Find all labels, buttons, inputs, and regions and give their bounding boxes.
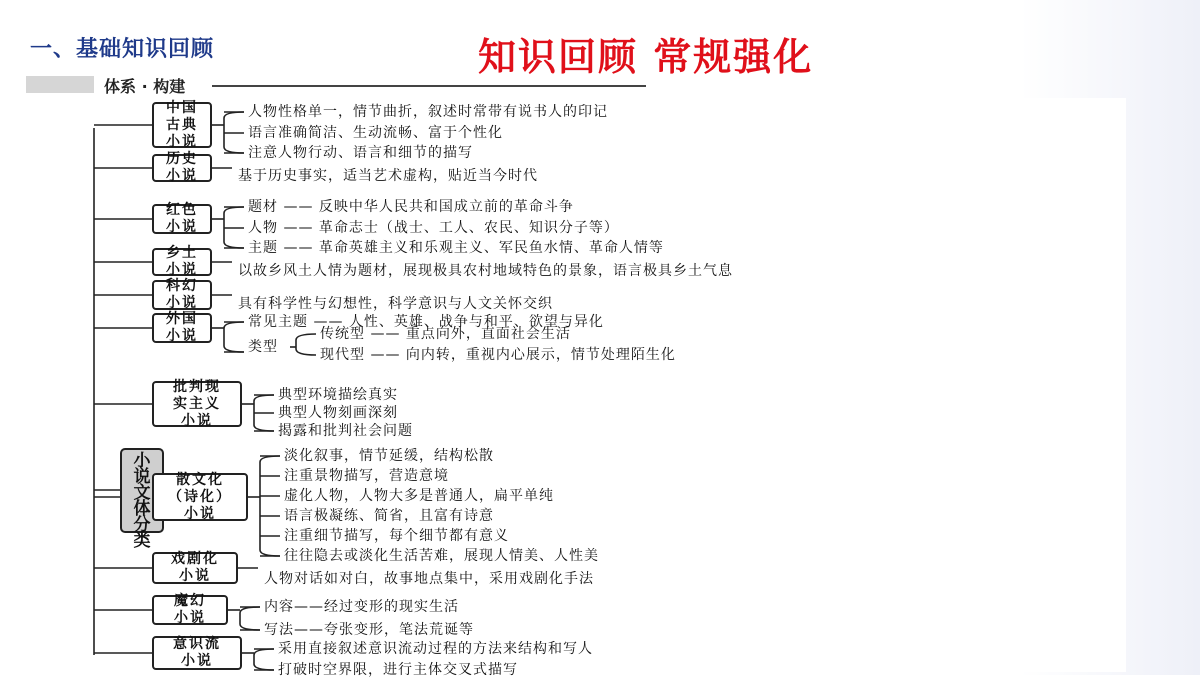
leaf-text: 注重景物描写，营造意境 [284, 468, 449, 484]
root-node: 小 说 文 体 分 类 [120, 448, 164, 533]
leaf-text: 常见主题 —— 人性、英雄、战争与和平、欲望与异化 [248, 314, 604, 330]
bracket [260, 456, 280, 556]
category-node [152, 313, 212, 343]
leaf-text: 往往隐去或淡化生活苦难，展现人情美、人性美 [284, 548, 599, 564]
leaf-text: 采用直接叙述意识流动过程的方法来结构和写人 [278, 641, 593, 657]
leaf-text: 人物性格单一，情节曲折，叙述时常带有说书人的印记 [248, 104, 608, 120]
section-title: 一、基础知识回顾 [30, 37, 215, 62]
leaf-text: 虚化人物，人物大多是普通人，扁平单纯 [284, 488, 554, 504]
leaf-text: 主题 —— 革命英雄主义和乐观主义、军民鱼水情、革命人情等 [248, 240, 664, 256]
category-node [152, 204, 212, 234]
main-title: 知识回顾 常规强化 [478, 35, 814, 79]
leaf-text: 典型人物刻画深刻 [278, 405, 398, 421]
leaf-text: 典型环境描绘真实 [278, 387, 398, 403]
subtitle-bar [26, 76, 94, 93]
bracket [296, 334, 316, 355]
leaf-text: 以故乡风土人情为题材，展现极具农村地域特色的景象，语言极具乡土气息 [238, 263, 733, 279]
category-label: 乡土 小说 [166, 245, 198, 278]
bracket [254, 649, 274, 670]
category-node [152, 378, 242, 429]
category-node [152, 552, 238, 584]
bracket [240, 607, 260, 630]
category-label: 中国 古典 小说 [166, 99, 198, 150]
category-label: 戏剧化 小说 [171, 551, 219, 584]
category-label: 外国 小说 [166, 311, 198, 344]
category-label: 历史 小说 [166, 151, 198, 184]
leaf-text: 基于历史事实，适当艺术虚构，贴近当今时代 [238, 168, 538, 184]
leaf-text: 人物对话如对白，故事地点集中，采用戏剧化手法 [264, 571, 594, 587]
category-node [152, 99, 212, 150]
subtitle-divider [212, 85, 646, 87]
leaf-text: 打破时空界限，进行主体交叉式描写 [278, 662, 518, 678]
sub-leaf-text: 现代型 —— 向内转，重视内心展示，情节处理陌生化 [320, 347, 676, 363]
subtitle: 体系 · 构建 [104, 77, 186, 96]
sub-leaf-text: 传统型 —— 重点向外，直面社会生活 [320, 326, 571, 342]
category-label: 散文化 （诗化） 小说 [168, 471, 232, 522]
bracket [224, 322, 244, 352]
leaf-text: 写法——夸张变形，笔法荒诞等 [264, 622, 474, 638]
leaf-text: 语言极凝练、简省，且富有诗意 [284, 508, 494, 524]
category-node [152, 473, 248, 521]
category-node [152, 151, 212, 184]
category-label: 魔幻 小说 [174, 593, 206, 626]
mind-map [58, 98, 1126, 678]
category-label: 科幻 小说 [166, 278, 198, 311]
leaf-text: 淡化叙事，情节延缓，结构松散 [284, 448, 494, 464]
category-label: 批判现 实主义 小说 [173, 378, 221, 429]
category-node [152, 245, 212, 278]
leaf-text: 人物 —— 革命志士（战士、工人、农民、知识分子等） [248, 220, 619, 236]
leaf-text: 注意人物行动、语言和细节的描写 [248, 145, 473, 161]
category-label: 意识流 小说 [173, 636, 221, 669]
category-node [152, 636, 242, 670]
leaf-text: 语言准确简洁、生动流畅、富于个性化 [248, 125, 503, 141]
category-label: 红色 小说 [166, 202, 198, 235]
category-node [152, 280, 212, 310]
leaf-text: 内容——经过变形的现实生活 [264, 599, 459, 615]
leaf-text: 揭露和批判社会问题 [278, 423, 413, 439]
leaf-text: 具有科学性与幻想性，科学意识与人文关怀交织 [238, 296, 553, 312]
category-node [152, 595, 228, 625]
leaf-text: 注重细节描写，每个细节都有意义 [284, 528, 509, 544]
sub-category-label: 类型 [248, 339, 278, 355]
leaf-text: 题材 —— 反映中华人民共和国成立前的革命斗争 [248, 199, 574, 215]
